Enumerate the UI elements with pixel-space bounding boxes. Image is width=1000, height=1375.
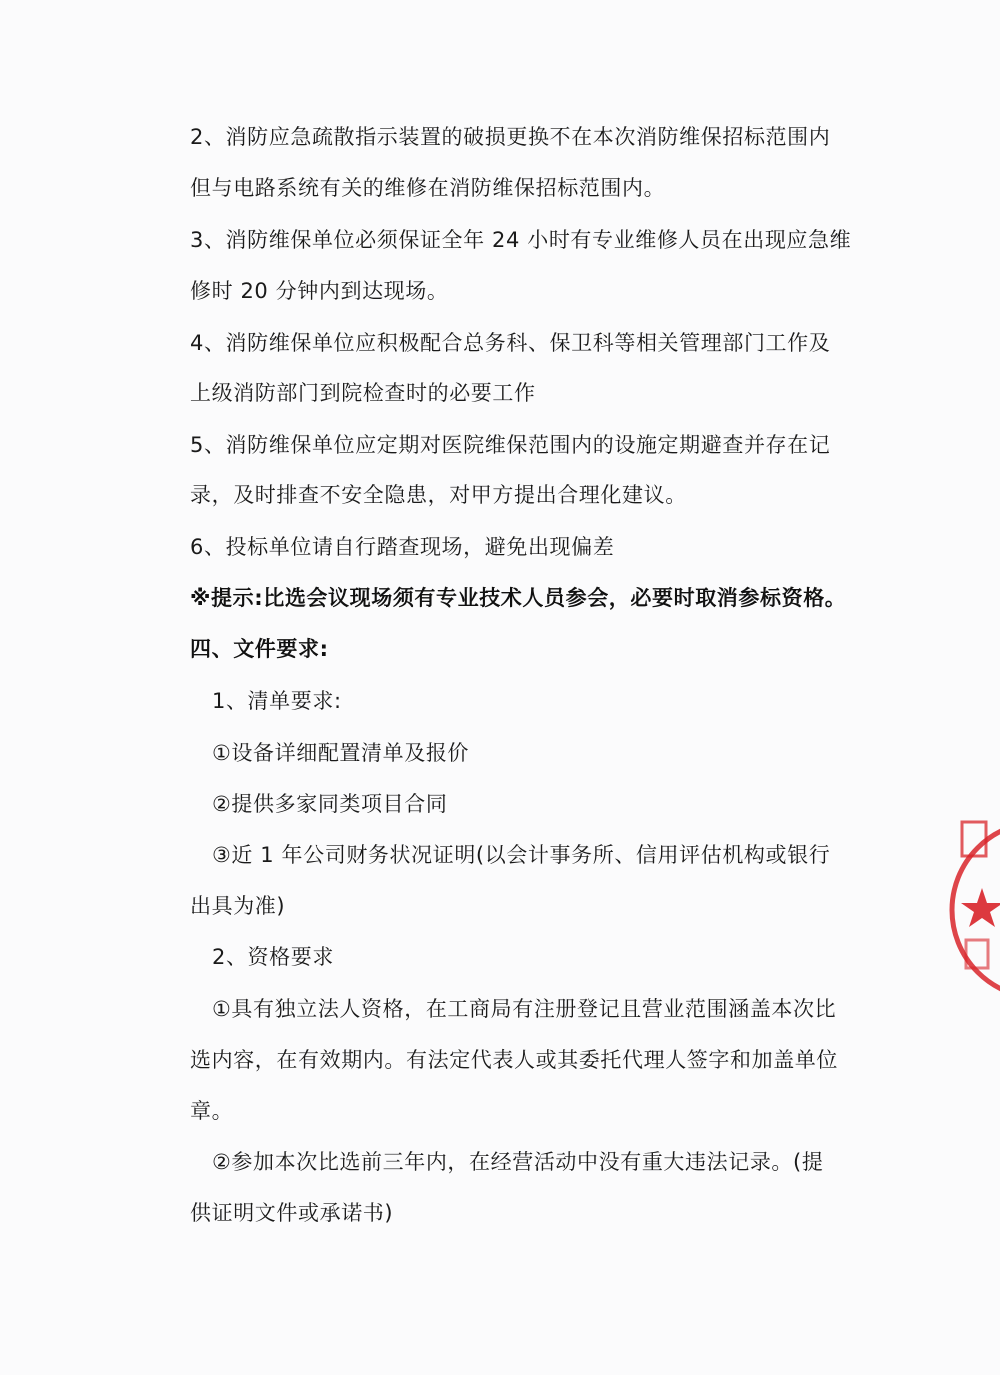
text-line: 但与电路系统有关的维修在消防维保招标范围内。 (190, 176, 666, 200)
text-line: 上级消防部门到院检查时的必要工作 (190, 381, 536, 405)
text-line: 5、消防维保单位应定期对医院维保范围内的设施定期避查并存在记 (190, 433, 831, 457)
text-line: 出具为准) (190, 894, 286, 918)
text-line: 2、消防应急疏散指示装置的破损更换不在本次消防维保招标范围内 (190, 125, 831, 149)
text-line: 6、投标单位请自行踏查现场，避免出现偏差 (190, 535, 615, 559)
red-seal-stamp (948, 800, 1000, 1020)
text-line: 选内容，在有效期内。有法定代表人或其委托代理人签字和加盖单位 (190, 1048, 838, 1072)
text-line: 4、消防维保单位应积极配合总务科、保卫科等相关管理部门工作及 (190, 331, 831, 355)
text-line: 修时 20 分钟内到达现场。 (190, 279, 449, 303)
subsection-heading: 2、资格要求 (212, 945, 334, 969)
text-line: 3、消防维保单位必须保证全年 24 小时有专业维修人员在出现应急维 (190, 228, 852, 252)
section-heading: 四、文件要求: (190, 637, 329, 661)
text-line: 供证明文件或承诺书) (190, 1201, 394, 1225)
list-item: ③近 1 年公司财务状况证明(以会计事务所、信用评估机构或银行 (212, 843, 831, 867)
text-line: 章。 (190, 1099, 234, 1123)
subsection-heading: 1、清单要求: (212, 689, 342, 713)
list-item: ①设备详细配置清单及报价 (212, 741, 470, 765)
text-line: 录，及时排查不安全隐患，对甲方提出合理化建议。 (190, 483, 687, 507)
list-item: ②提供多家同类项目合同 (212, 792, 448, 816)
list-item: ①具有独立法人资格，在工商局有注册登记且营业范围涵盖本次比 (212, 997, 837, 1021)
list-item: ②参加本次比选前三年内，在经营活动中没有重大违法记录。(提 (212, 1150, 824, 1174)
notice-line: ※提示:比选会议现场须有专业技术人员参会，必要时取消参标资格。 (190, 586, 847, 610)
